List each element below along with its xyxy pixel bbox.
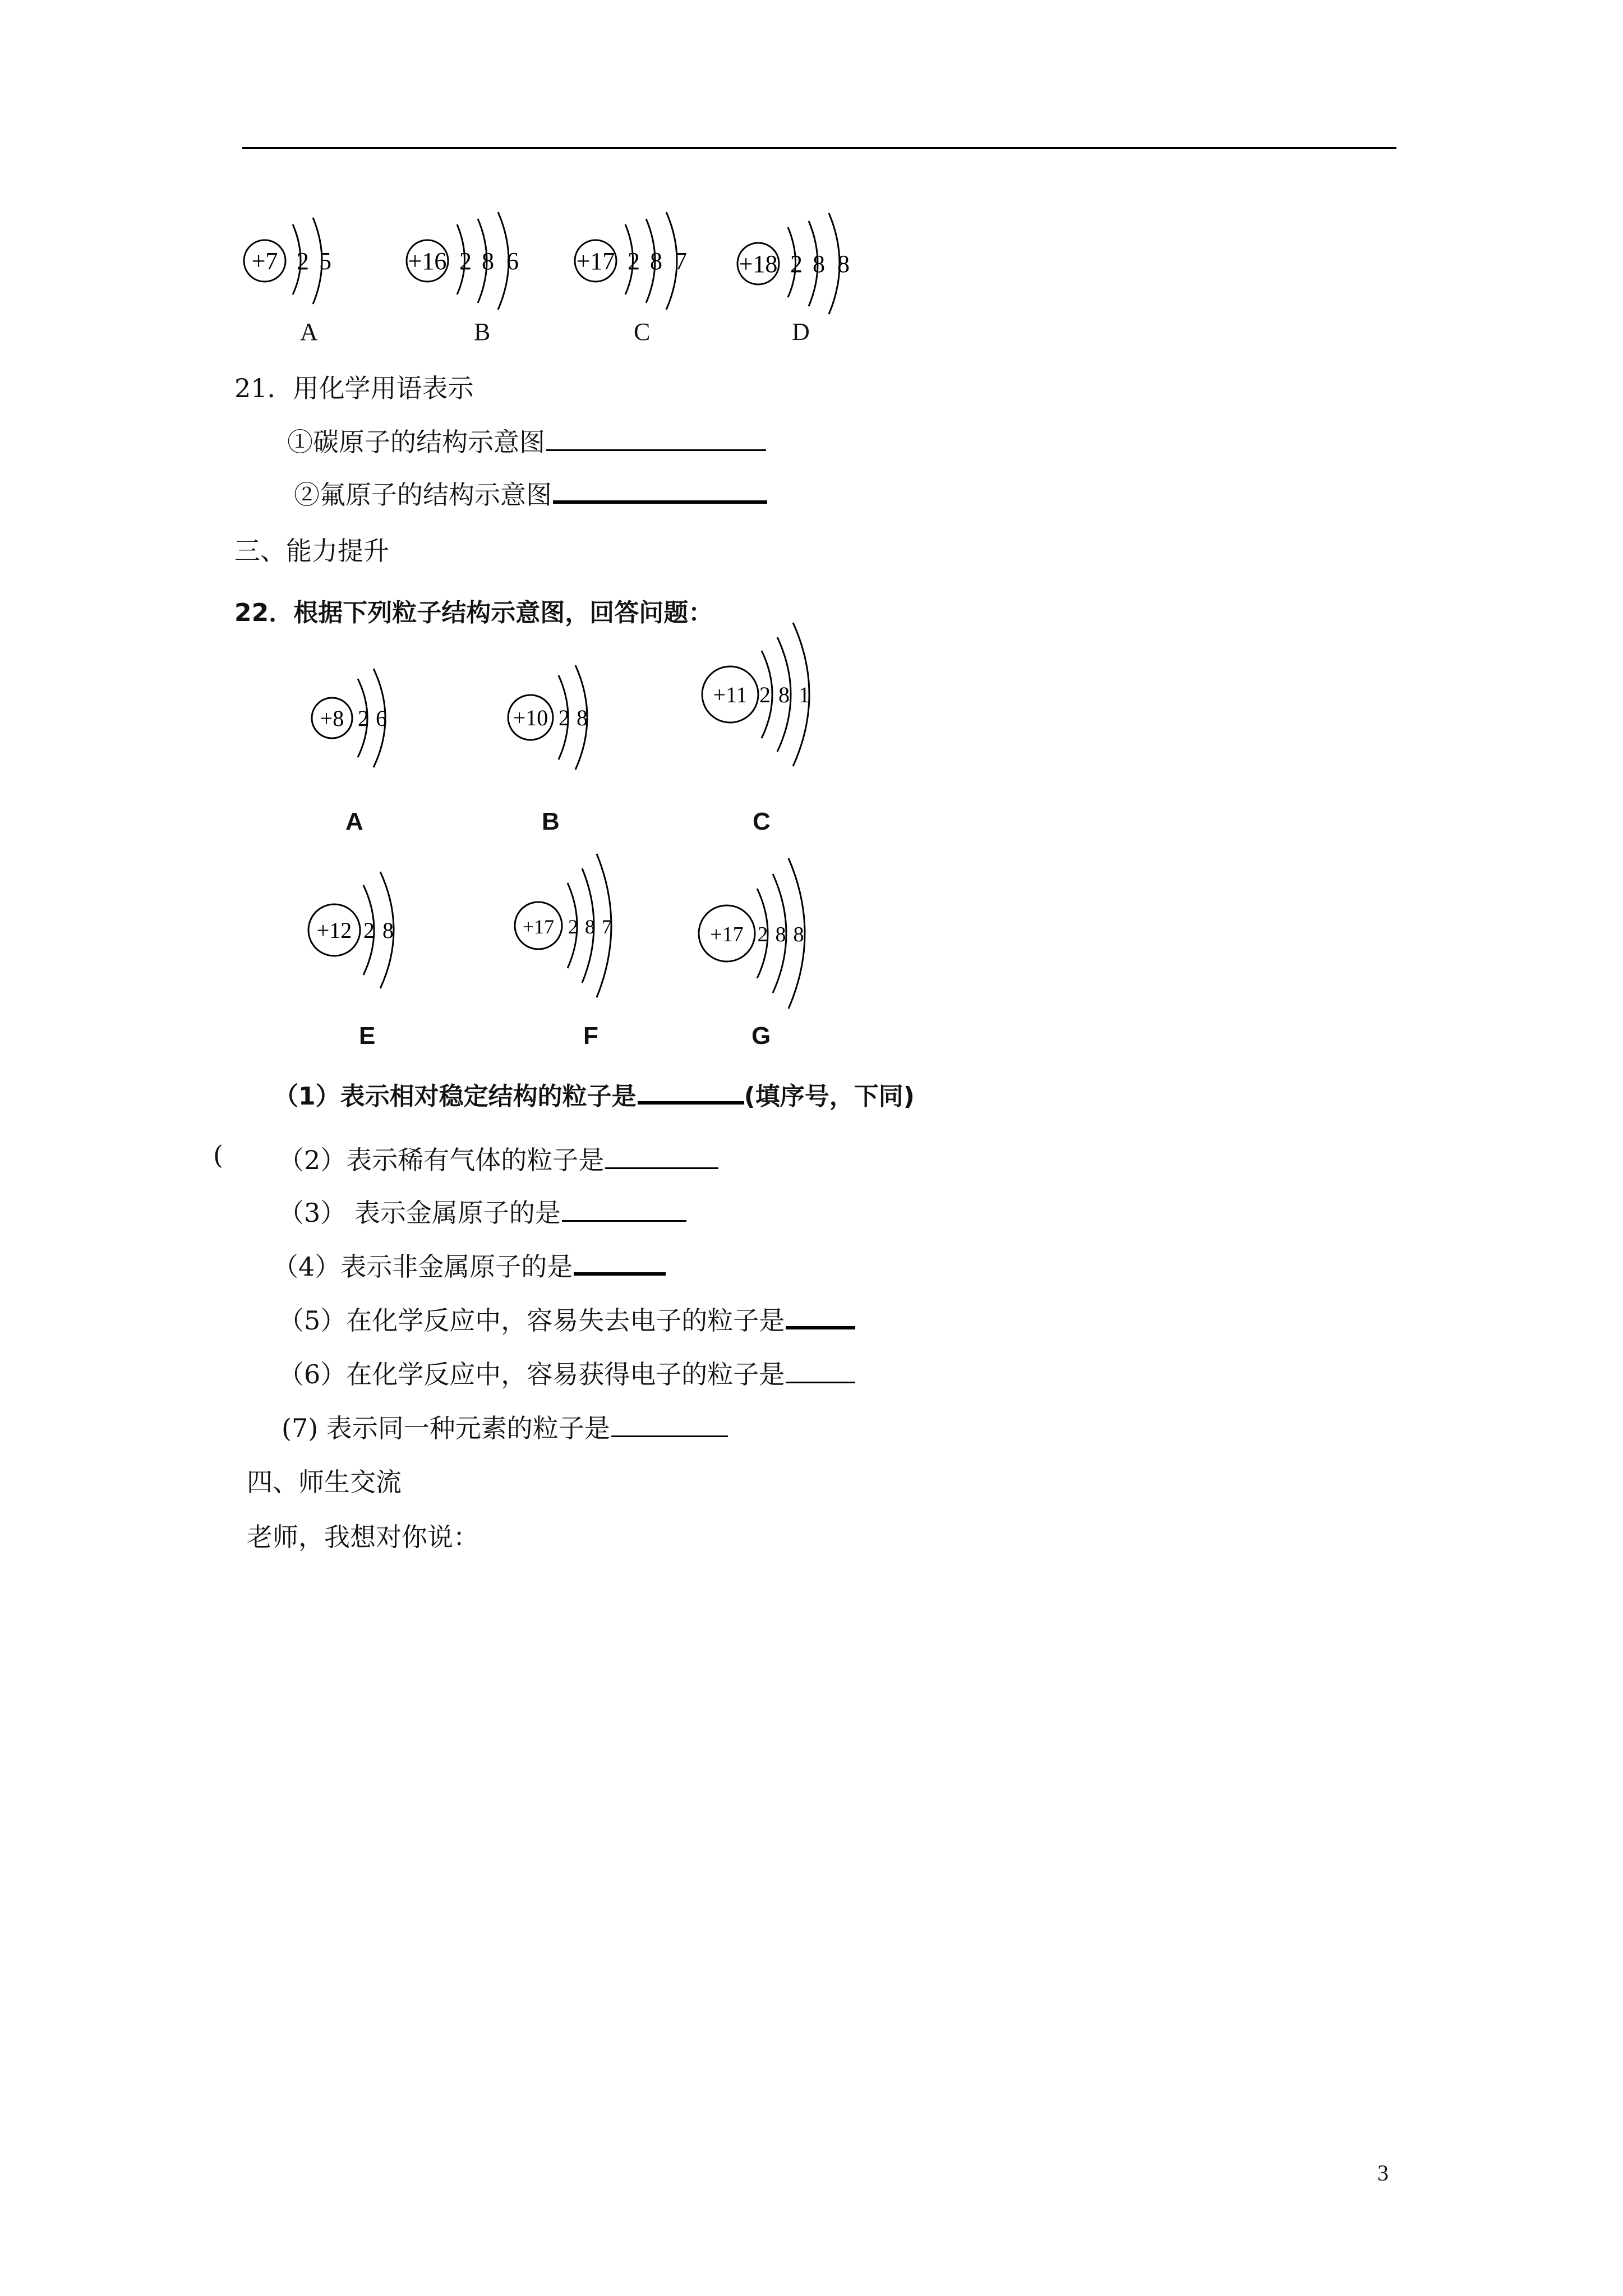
particle-diagram-f: [510, 847, 634, 1010]
q22-sub7-text: (7) 表示同一种元素的粒子是: [282, 1413, 610, 1443]
svg-text:8: 8: [775, 923, 786, 946]
svg-text:8: 8: [482, 247, 494, 275]
q22-sub2: [278, 1140, 718, 1177]
svg-text:+8: +8: [320, 706, 344, 731]
q22-sub1-blank[interactable]: [638, 1080, 744, 1105]
svg-text:2: 2: [759, 682, 771, 707]
svg-text:+7: +7: [251, 247, 278, 275]
diagram-label-b: B: [474, 318, 491, 346]
svg-text:+17: +17: [710, 923, 744, 946]
svg-text:2: 2: [568, 915, 578, 938]
q22-sub2-text: （2）表示稀有气体的粒子是: [278, 1145, 605, 1175]
q22-sub1-tail: (填序号，下同): [744, 1082, 915, 1111]
particle-label-e: E: [359, 1022, 376, 1050]
q22-sub3-blank[interactable]: [562, 1199, 686, 1222]
q22-sub5-blank[interactable]: [786, 1305, 855, 1329]
q21-item2: [294, 475, 767, 512]
svg-text:5: 5: [319, 247, 331, 275]
particle-label-f: F: [583, 1022, 598, 1050]
svg-text:7: 7: [675, 247, 687, 275]
svg-text:2: 2: [757, 923, 768, 946]
q22-sub4-text: （4）表示非金属原子的是: [273, 1251, 573, 1282]
q21-title: 21．用化学用语表示: [234, 373, 474, 403]
q21-item2-text: ②氟原子的结构示意图: [294, 480, 552, 510]
svg-text:7: 7: [602, 915, 612, 938]
q22-sub3-text: （3） 表示金属原子的是: [278, 1198, 561, 1228]
page-number: 3: [1377, 2160, 1389, 2185]
diagram-label-a: A: [300, 318, 318, 346]
q22-sub6: [278, 1354, 855, 1391]
particle-diagram-e: [303, 857, 415, 1003]
section-3-heading: 三、能力提升: [234, 536, 389, 566]
q22-sub6-text: （6）在化学反应中，容易获得电子的粒子是: [278, 1359, 785, 1389]
diagram-label-c: C: [634, 318, 651, 346]
particle-diagram-a: [307, 656, 408, 780]
atom-diagram-c: [572, 202, 718, 314]
particle-label-a: A: [345, 808, 363, 835]
particle-label-b: B: [542, 808, 560, 835]
q22-sub6-blank[interactable]: [786, 1360, 855, 1383]
q22-sub5-text: （5）在化学反应中，容易失去电子的粒子是: [278, 1305, 785, 1336]
svg-text:+17: +17: [522, 915, 555, 938]
svg-text:8: 8: [813, 250, 825, 278]
svg-text:2: 2: [363, 918, 375, 943]
q22-sub1: [274, 1076, 915, 1112]
svg-text:+18: +18: [739, 250, 778, 278]
q22-sub3: [278, 1193, 686, 1230]
diagram-label-d: D: [792, 318, 810, 346]
atom-diagram-b: [404, 202, 550, 314]
particle-diagram-b: [504, 653, 605, 782]
svg-text:+17: +17: [576, 247, 615, 275]
svg-text:6: 6: [376, 706, 387, 731]
q21-item1-blank[interactable]: [546, 428, 766, 451]
section-4-heading: 四、师生交流: [247, 1467, 402, 1497]
q22-sub7: [282, 1408, 728, 1445]
svg-text:+10: +10: [513, 705, 548, 730]
svg-text:2: 2: [628, 247, 640, 275]
q22-title: 22．根据下列粒子结构示意图，回答问题：: [234, 599, 713, 627]
q22-sub4: [273, 1246, 666, 1283]
particle-diagram-g: [693, 853, 828, 1021]
q21-item1-text: ①碳原子的结构示意图: [287, 427, 545, 457]
atom-diagram-a: [241, 202, 365, 314]
particle-label-g: G: [751, 1022, 771, 1050]
q22-sub5: [278, 1300, 855, 1337]
header-rule: [242, 147, 1396, 149]
svg-text:8: 8: [793, 923, 804, 946]
svg-text:8: 8: [585, 915, 595, 938]
particle-label-c: C: [753, 808, 771, 835]
svg-text:+12: +12: [316, 918, 352, 943]
svg-text:2: 2: [297, 247, 309, 275]
stray-paren: (: [213, 1140, 223, 1170]
q21-item1: [287, 422, 766, 459]
teacher-message-prompt: 老师，我想对你说：: [247, 1522, 479, 1552]
svg-text:8: 8: [837, 250, 850, 278]
q22-sub2-blank[interactable]: [605, 1146, 718, 1169]
atom-diagram-d: [735, 202, 880, 320]
svg-text:8: 8: [382, 918, 394, 943]
q21-item2-blank[interactable]: [553, 479, 767, 504]
svg-text:+16: +16: [408, 247, 447, 275]
q22-sub4-blank[interactable]: [574, 1251, 666, 1276]
svg-text:+11: +11: [713, 682, 748, 707]
svg-text:2: 2: [358, 706, 369, 731]
svg-text:8: 8: [577, 705, 588, 730]
q22-sub7-blank[interactable]: [611, 1414, 728, 1437]
svg-text:2: 2: [559, 705, 570, 730]
q22-sub1-text: （1）表示相对稳定结构的粒子是: [274, 1082, 637, 1111]
svg-text:8: 8: [650, 247, 662, 275]
particle-diagram-c: [695, 617, 830, 791]
svg-text:1: 1: [799, 682, 810, 707]
svg-text:6: 6: [506, 247, 519, 275]
svg-text:2: 2: [790, 250, 803, 278]
svg-text:2: 2: [459, 247, 472, 275]
svg-text:8: 8: [778, 682, 790, 707]
